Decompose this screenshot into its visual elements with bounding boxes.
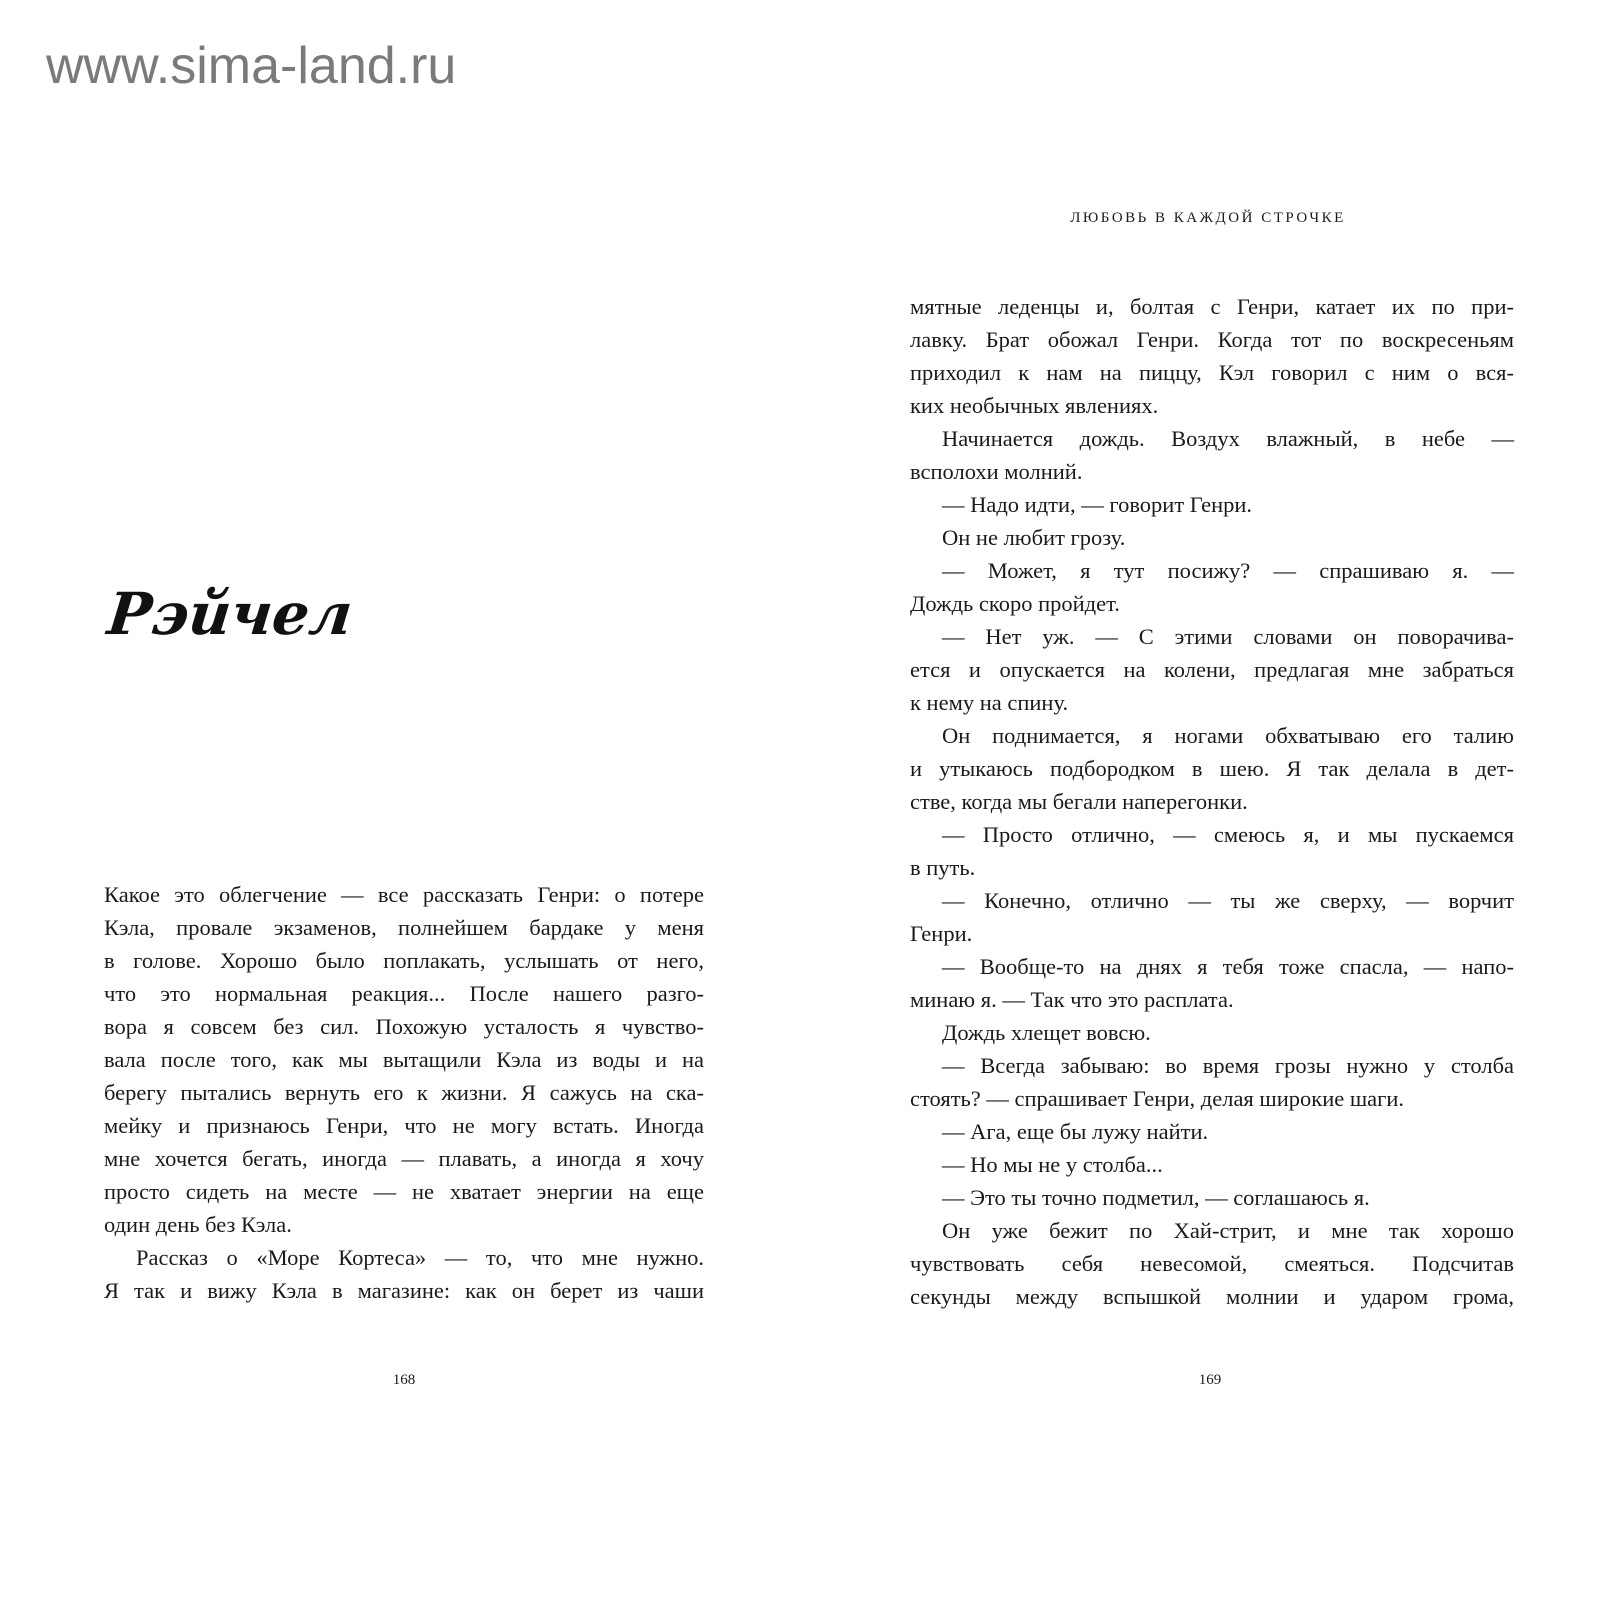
text-line: Дождь хлещет вовсю. [942,1020,1151,1045]
text-line: — Но мы не у столба... [942,1152,1163,1177]
text-line: — Это ты точно подметил, — соглашаюсь я. [942,1185,1370,1210]
right-page-text [910,290,1514,1313]
text-line: Он поднимается, я ногами обхватываю его талию [942,723,1514,748]
text-line: Рассказ о «Море Кортеса» — то, что мне нужно. [136,1245,704,1270]
text-line: лавку. Брат обожал Генри. Когда тот по воскресеньям [910,327,1514,352]
text-line: — Вообще-то на днях я тебя тоже спасла, — напо- [942,954,1514,979]
running-head: ЛЮБОВЬ В КАЖДОЙ СТРОЧКЕ [1070,210,1346,226]
text-line: в путь. [910,855,976,880]
text-line: Дождь скоро пройдет. [910,591,1120,616]
left-page-text [104,878,704,1307]
text-line: Какое это облегчение — все рассказать Генри: о потере [104,882,704,907]
text-line: секунды между вспышкой молнии и ударом грома, [910,1284,1514,1309]
text-line: Генри. [910,921,973,946]
text-line: Я так и вижу Кэла в магазине: как он берет из чаши [104,1278,704,1303]
text-line: мейку и признаюсь Генри, что не могу встать. Иногда [104,1113,704,1138]
text-line: вала после того, как мы вытащили Кэла из воды и на [104,1047,704,1072]
text-line: всполохи молний. [910,459,1083,484]
text-line: — Надо идти, — говорит Генри. [942,492,1253,517]
text-line: ких необычных явлениях. [910,393,1159,418]
text-line: приходил к нам на пиццу, Кэл говорил с ним о вся- [910,360,1514,385]
text-line: что это нормальная реакция... После нашего разго- [104,981,704,1006]
text-line: — Конечно, отлично — ты же сверху, — ворчит [942,888,1514,913]
text-line: мне хочется бегать, иногда — плавать, а иногда я хочу [104,1146,704,1171]
text-line: в голове. Хорошо было поплакать, услышать от него, [104,948,704,973]
page-number-right: 169 [1198,1372,1222,1388]
text-line: — Всегда забываю: во время грозы нужно у столба [942,1053,1514,1078]
text-line: и утыкаюсь подбородком в шею. Я так делала в дет- [910,756,1514,781]
text-line: ется и опускается на колени, предлагая мне забраться [910,657,1514,682]
chapter-title: Рэйчел [104,580,356,648]
text-line: Начинается дождь. Воздух влажный, в небе — [942,426,1514,451]
text-line: — Нет уж. — С этими словами он поворачива- [942,624,1514,649]
text-line: минаю я. — Так что это расплата. [910,987,1234,1012]
text-line: Он уже бежит по Хай-стрит, и мне так хорошо [942,1218,1514,1243]
text-line: — Может, я тут посижу? — спрашиваю я. — [942,558,1514,583]
text-line: Кэла, провале экзаменов, полнейшем бардаке у меня [104,915,704,940]
text-line: Он не любит грозу. [942,525,1126,550]
text-line: чувствовать себя невесомой, смеяться. Подсчитав [910,1251,1514,1276]
text-line: стоять? — спрашивает Генри, делая широкие шаги. [910,1086,1405,1111]
text-line: вора я совсем без сил. Похожую усталость я чувство- [104,1014,704,1039]
text-line: один день без Кэла. [104,1212,292,1237]
text-line: к нему на спину. [910,690,1069,715]
text-line: — Просто отлично, — смеюсь я, и мы пускаемся [942,822,1514,847]
text-line: — Ага, еще бы лужу найти. [942,1119,1209,1144]
watermark-url: www.sima-land.ru [46,37,457,95]
text-line: стве, когда мы бегали наперегонки. [910,789,1248,814]
page-number-left: 168 [392,1372,416,1388]
text-line: просто сидеть на месте — не хватает энергии на еще [104,1179,704,1204]
text-line: берегу пытались вернуть его к жизни. Я сажусь на ска- [104,1080,704,1105]
text-line: мятные леденцы и, болтая с Генри, катает их по при- [910,294,1514,319]
